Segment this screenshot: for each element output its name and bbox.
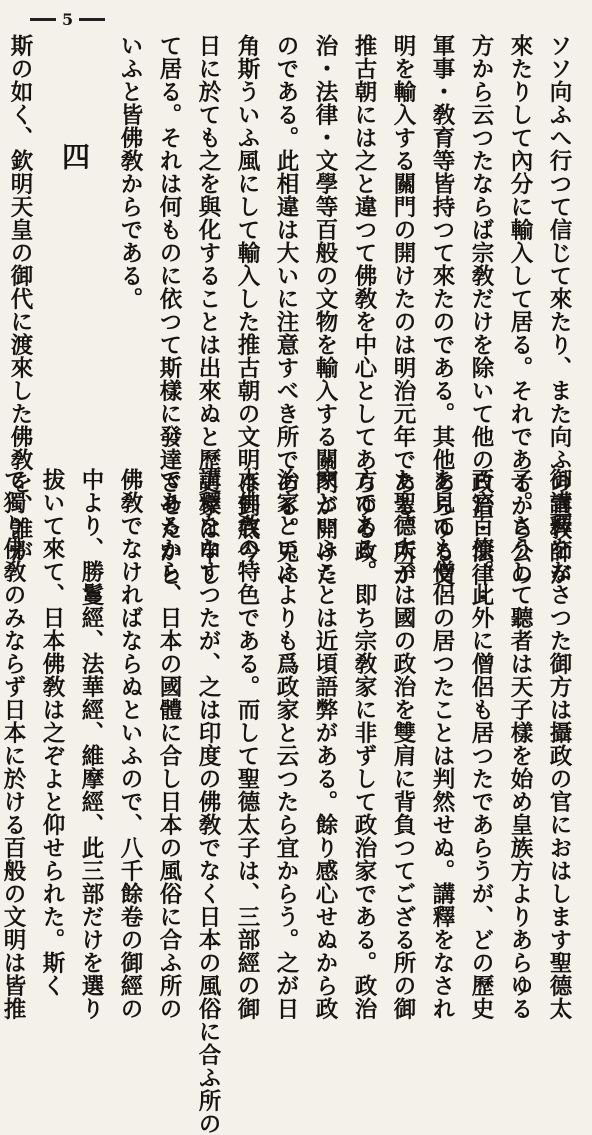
text-line: 治家といふよりも爲政家と云つたら宜からう。之が日 [273,468,299,1020]
upper-text-block [7,34,578,609]
section-heading: 四 [58,142,91,171]
text-line: 御講釋をなさつた御方は攝政の官におはします聖德太 [546,468,572,1020]
text-line: 來たりして內分に輸入して居る。それであるから公の [507,34,533,586]
text-line: を見ても僧侶の居つたことは判然せぬ。講釋をなされ [429,468,455,1020]
text-line: て居る。それは何ものに依つて斯樣に發達させたかと [156,34,182,586]
text-line: のである。此相違は大いに注意すべき所である。兎に [273,34,299,586]
text-line: 角斯ういふ風にして輸入した推古朝の文明は到底今 [234,34,260,563]
text-line: 佛敎でなければならぬといふので、八千餘卷の御經の [117,468,143,1020]
text-line: であるから、日本の國體に合し日本の風俗に合ふ所の [156,468,182,1020]
page-folio [30,10,105,29]
text-line: 子。さうして聽者は天子樣を始め皇族方よりあらゆる [507,468,533,1020]
text-line: た聖德太子は國の政治を雙肩に背負つてござる所の御 [390,468,416,1020]
text-line: 方である。即ち宗敎家に非ずして政治家である。政治 [351,468,377,1020]
text-line: 本佛敎の特色である。而して聖德太子は、三部經の御 [234,468,260,1020]
text-line: 拔いて來て、日本佛敎は之ぞよと仰せられた。斯く [39,468,65,997]
text-line: 軍事・敎育等皆持つて來たのである。其他あらゆる文 [429,34,455,586]
lower-text-block [0,468,578,1135]
text-line: 方から云つたならば宗敎だけを除いて他の政治・法律・ [468,34,494,609]
text-line: 推古朝には之と違つて佛敎を中心としてあらゆる政 [351,34,377,563]
text-line: て獨り佛敎のみならず日本に於ける百般の文明は皆推 [0,468,26,1020]
text-line: 治・法律・文學等百般の文物を輸入する關門が開けた [312,34,338,586]
text-line: ソソ向ふへ行つて信じて來たり、また向ふの宣敎師が [546,34,572,586]
page-number: 5 [62,10,74,29]
folio-rule-left [30,18,56,21]
text-line: 斯の如く、欽明天皇の御代に渡來した佛敎を、誰が [7,34,33,563]
text-line: 明を輸入する關門の開けたのは明治元年である。所が [390,34,416,586]
text-line: 日に於ても之を與化することは出來ぬと歷史家は申し [195,34,221,586]
text-line: 家といふことは近頃語弊がある。餘り感心せぬから政 [312,468,338,1020]
text-line: 中より、勝鬘經、法華經、維摩經、此三部だけを選り [78,468,104,1020]
text-line: 百官百僚。此外に僧侶も居つたであらうが、どの歷史 [468,468,494,1020]
text-line: 講釋をなすつたが、之は印度の佛敎でなく日本の風俗に合ふ所の [195,468,221,1135]
folio-rule-right [79,18,105,21]
text-line: いふと皆佛敎からである。 [117,34,143,310]
